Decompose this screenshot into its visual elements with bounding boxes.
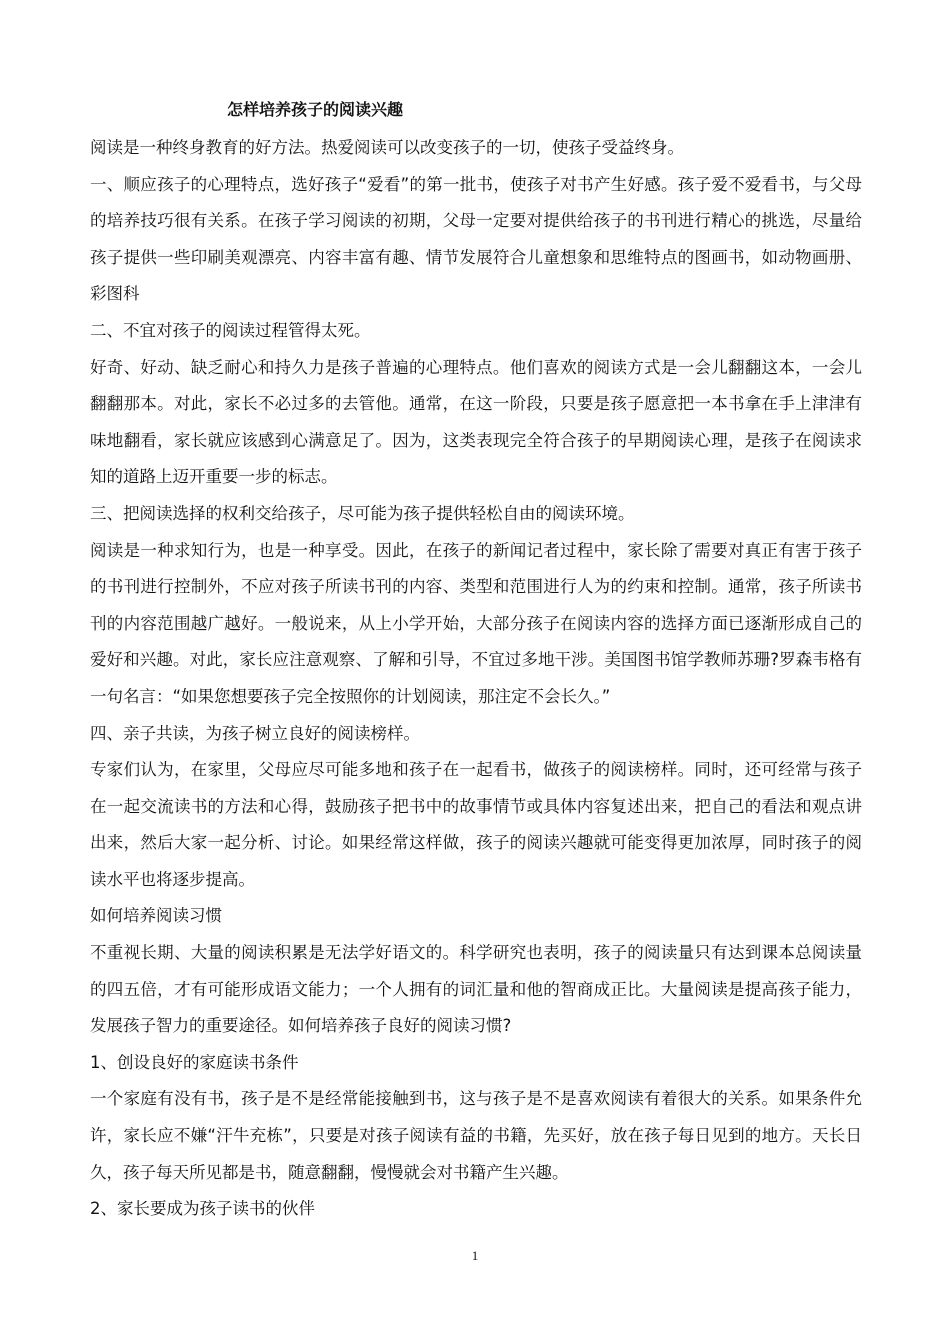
paragraph-intro: 阅读是一种终身教育的好方法。热爱阅读可以改变孩子的一切，使孩子受益终身。: [90, 138, 684, 157]
heading-section-4: 四、亲子共读，为孩子树立良好的阅读榜样。: [90, 723, 420, 743]
paragraph-section-3: 阅读是一种求知行为，也是一种享受。因此，在孩子的新闻记者过程中，家长除了需要对真正有害于孩子的书刊进行控制外，不应对孩子所读书刊的内容、类型和范围进行人为的约束和控制。通常，孩子所读书刊的内容范围越广越好。一般说来，从上小学开始，大部分孩子在阅读内容的选择方面已逐渐形成自己的爱好和兴趣。对此，家长应注意观察、了解和引导，不宜过多地干涉。美国图书馆学教师苏珊?罗森韦格有一句名言：“如果您想要孩子完全按照你的计划阅读，那注定不会长久。”: [90, 540, 862, 706]
page-number: 1: [471, 1248, 479, 1263]
heading-habit-1: 1、创设良好的家庭读书条件: [90, 1052, 299, 1072]
paragraph-section-2: 好奇、好动、缺乏耐心和持久力是孩子普遍的心理特点。他们喜欢的阅读方式是一会儿翻翻这本，一会儿翻翻那本。对此，家长不必过多的去管他。通常，在这一阶段，只要是孩子愿意把一本书拿在手上津津有味地翻看，家长就应该感到心满意足了。因为，这类表现完全符合孩子的早期阅读心理，是孩子在阅读求知的道路上迈开重要一步的标志。: [90, 357, 862, 487]
heading-section-3: 三、把阅读选择的权利交给孩子，尽可能为孩子提供轻松自由的阅读环境。: [90, 503, 635, 523]
paragraph-section-1: 一、顺应孩子的心理特点，选好孩子“爱看”的第一批书，使孩子对书产生好感。孩子爱不爱看书，与父母的培养技巧很有关系。在孩子学习阅读的初期，父母一定要对提供给孩子的书刊进行精心的挑选，尽量给孩子提供一些印刷美观漂亮、内容丰富有趣、情节发展符合儿童想象和思维特点的图画书，如动物画册、彩图科: [90, 174, 862, 304]
heading-habit-2: 2、家长要成为孩子读书的伙伴: [90, 1199, 315, 1219]
document-body: [90, 130, 862, 1228]
heading-section-2: 二、不宜对孩子的阅读过程管得太死。: [90, 320, 371, 340]
paragraph-reading-habits: 不重视长期、大量的阅读积累是无法学好语文的。科学研究也表明，孩子的阅读量只有达到课本总阅读量的四五倍，才有可能形成语文能力；一个人拥有的词汇量和他的智商成正比。大量阅读是提高孩子能力，发展孩子智力的重要途径。如何培养孩子良好的阅读习惯?: [90, 943, 862, 1036]
heading-reading-habits: 如何培养阅读习惯: [90, 906, 222, 926]
paragraph-section-4: 专家们认为，在家里，父母应尽可能多地和孩子在一起看书，做孩子的阅读榜样。同时，还可经常与孩子在一起交流读书的方法和心得，鼓励孩子把书中的故事情节或具体内容复述出来，把自己的看法和观点讲出来，然后大家一起分析、讨论。如果经常这样做，孩子的阅读兴趣就可能变得更加浓厚，同时孩子的阅读水平也将逐步提高。: [90, 760, 862, 889]
paragraph-habit-1: 一个家庭有没有书，孩子是不是经常能接触到书，这与孩子是不是喜欢阅读有着很大的关系。如果条件允许，家长应不嫌“汗牛充栋”，只要是对孩子阅读有益的书籍，先买好，放在孩子每日见到的地方。天长日久，孩子每天所见都是书，随意翻翻，慢慢就会对书籍产生兴趣。: [90, 1089, 862, 1182]
document-title: 怎样培养孩子的阅读兴趣: [227, 100, 404, 119]
